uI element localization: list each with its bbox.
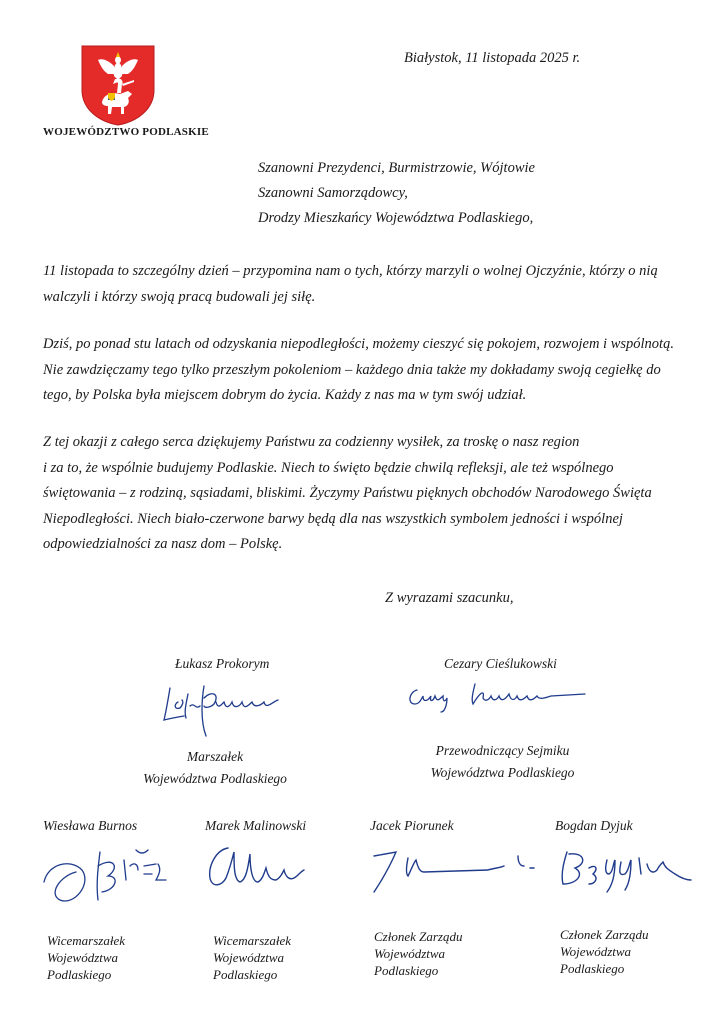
role-line: Województwa [213, 950, 285, 965]
signature-cieslukowski-icon [405, 678, 600, 718]
signatory-role [213, 932, 291, 983]
role-line: Województwa Podlaskiego [430, 765, 575, 780]
role-line: Marszałek [186, 749, 244, 764]
role-line: Podlaskiego [560, 961, 625, 976]
signatory-role [374, 928, 462, 979]
signatory-role [560, 926, 648, 977]
role-line: Członek Zarządu [560, 927, 649, 942]
role-line: Podlaskiego [374, 963, 439, 978]
paragraph-1 [43, 259, 693, 310]
signatory-name: Jacek Piorunek [370, 818, 454, 833]
paragraph-line: walczyli i którzy swoją pracą budowali jej siłę. [43, 288, 316, 305]
role-line: Podlaskiego [213, 967, 278, 982]
paragraph-line: Niepodległości. Niech biało-czerwone barwy będą dla nas wszystkich symbolem jedności i wspólnej [43, 510, 623, 527]
salutation-line: Szanowni Samorządowcy, [258, 185, 408, 201]
role-line: Województwa [47, 950, 119, 965]
role-line: Województwa [374, 946, 446, 961]
coat-of-arms-logo [80, 44, 156, 126]
salutation-line: Szanowni Prezydenci, Burmistrzowie, Wójtowie [258, 160, 535, 176]
role-line: Podlaskiego [47, 967, 112, 982]
signature-burnos-icon [40, 840, 180, 910]
signature-malinowski-icon [200, 838, 310, 898]
signatory-role [395, 740, 610, 784]
role-line: Województwa [560, 944, 632, 959]
paragraph-3 [43, 430, 693, 558]
paragraph-line: Dziś, po ponad stu latach od odzyskania niepodległości, możemy cieszyć się pokojem, rozwojem i wspólnotą. [43, 336, 674, 352]
organization-name: WOJEWÓDZTWO PODLASKIE [43, 126, 209, 138]
signatory-role [47, 932, 125, 983]
signatory-name: Łukasz Prokorym [175, 656, 270, 671]
paragraph-2 [43, 332, 693, 409]
paragraph-line: i za to, że wspólnie budujemy Podlaskie. Niech to święto będzie chwilą refleksji, ale też wspólnego [43, 459, 614, 476]
paragraph-line: odpowiedzialności za nasz dom – Polskę. [43, 536, 283, 552]
role-line: Województwa Podlaskiego [143, 771, 287, 786]
salutation-line: Drodzy Mieszkańcy Województwa Podlaskiego, [258, 210, 534, 226]
place-date: Białystok, 11 listopada 2025 r. [404, 50, 581, 66]
role-line: Wicemarszałek [213, 933, 291, 948]
paragraph-line: Nie zawdzięczamy tego tylko przeszłym pokoleniom – każdego dnia także my dokładamy swoją cegiełkę do [43, 361, 661, 378]
paragraph-line: 11 listopada to szczególny dzień – przypomina nam o tych, którzy marzyli o wolnej Ojczyźnie, którzy o nią [43, 263, 658, 279]
signatory-name: Wiesława Burnos [43, 818, 138, 833]
signature-piorunek-icon [368, 846, 543, 896]
paragraph-line: świętowania – z rodziną, sąsiadami, bliskimi. Życzymy Państwu pięknych obchodów Narodowego Święta [43, 485, 652, 501]
signatory-name: Marek Malinowski [205, 818, 307, 833]
closing-phrase: Z wyrazami szacunku, [385, 590, 514, 606]
signatory-role [130, 746, 300, 790]
signature-dyjuk-icon [555, 844, 695, 899]
role-line: Wicemarszałek [47, 933, 125, 948]
signatory-name: Cezary Cieślukowski [444, 656, 557, 671]
signatory-name: Bogdan Dyjuk [555, 818, 633, 833]
paragraph-line: Z tej okazji z całego serca dziękujemy Państwu za codzienny wysiłek, za troskę o nasz region [43, 434, 580, 450]
signature-prokorym-icon [160, 680, 285, 740]
role-line: Członek Zarządu [374, 929, 463, 944]
salutation [258, 156, 535, 231]
paragraph-line: tego, by Polska była miejscem dobrym do życia. Każdy z nas ma w tym swój udział. [43, 387, 527, 403]
role-line: Przewodniczący Sejmiku [435, 743, 570, 758]
